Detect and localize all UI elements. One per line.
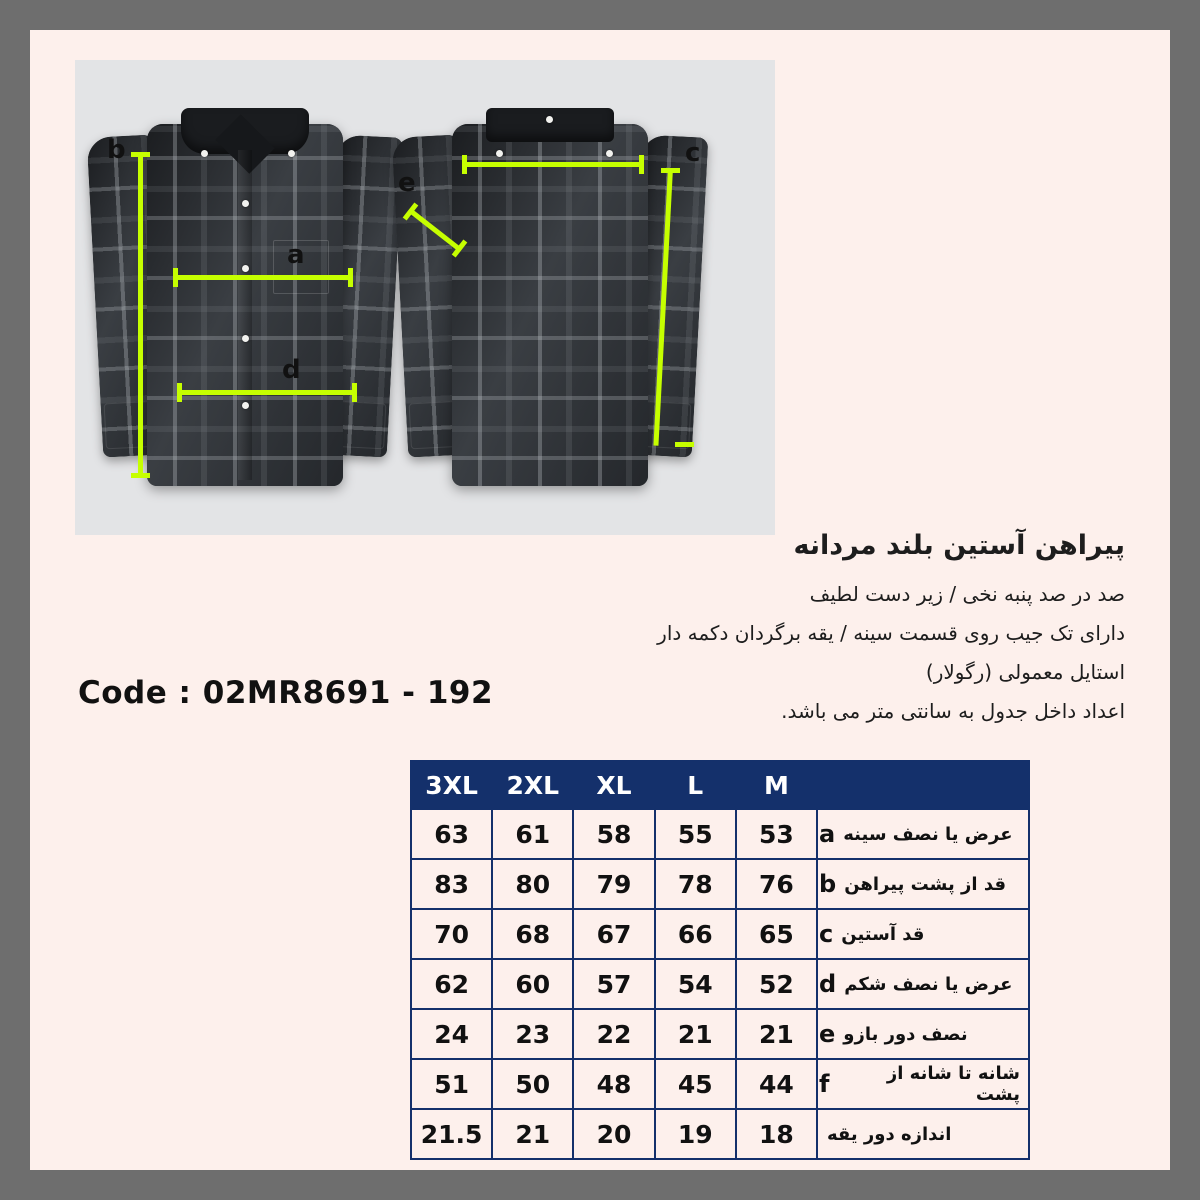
marker-d-label: d xyxy=(282,355,301,385)
size-chart-header-row xyxy=(411,761,1029,809)
cell-d-xl: 57 xyxy=(573,959,654,1009)
cell-e-3xl: 24 xyxy=(411,1009,492,1059)
marker-b-label: b xyxy=(107,135,126,165)
cell-d-3xl: 62 xyxy=(411,959,492,1009)
row-key-e: e xyxy=(819,1020,836,1048)
row-label-d: عرض یا نصف شکم xyxy=(844,973,1013,995)
cell-collar-xl: 20 xyxy=(573,1109,654,1159)
table-row xyxy=(411,959,1029,1009)
column-header-xl: XL xyxy=(573,761,654,809)
description-line-1: صد در صد پنبه نخی / زیر دست لطیف xyxy=(809,582,1125,606)
cell-b-3xl: 83 xyxy=(411,859,492,909)
row-header-collar xyxy=(817,1109,1029,1159)
cell-f-xl: 48 xyxy=(573,1059,654,1109)
row-header-d xyxy=(817,959,1029,1009)
row-key-f: f xyxy=(819,1070,830,1098)
row-label-b: قد از پشت پیراهن xyxy=(844,873,1007,895)
cell-a-m: 53 xyxy=(736,809,817,859)
marker-d-cap-right xyxy=(352,383,357,402)
column-header-l: L xyxy=(655,761,736,809)
placket-button xyxy=(242,200,249,207)
marker-a-cap-left xyxy=(173,268,178,287)
back-yoke-button xyxy=(606,150,613,157)
row-label-collar: اندازه دور یقه xyxy=(827,1123,952,1145)
table-row xyxy=(411,809,1029,859)
cell-e-xl: 22 xyxy=(573,1009,654,1059)
cell-d-l: 54 xyxy=(655,959,736,1009)
cell-c-m: 65 xyxy=(736,909,817,959)
marker-d-cap-left xyxy=(177,383,182,402)
row-key-b: b xyxy=(819,870,837,898)
back-yoke-button xyxy=(496,150,503,157)
cell-a-2xl: 61 xyxy=(492,809,573,859)
product-description xyxy=(565,530,1125,731)
back-torso xyxy=(452,124,648,486)
column-header-3xl: 3XL xyxy=(411,761,492,809)
cell-c-3xl: 70 xyxy=(411,909,492,959)
row-header-f xyxy=(817,1059,1029,1109)
row-key-a: a xyxy=(819,820,836,848)
table-row xyxy=(411,859,1029,909)
marker-a-label: a xyxy=(287,240,305,270)
cell-collar-m: 18 xyxy=(736,1109,817,1159)
back-collar-button xyxy=(546,116,553,123)
shirt-back-view xyxy=(400,90,700,500)
marker-a-line xyxy=(173,275,353,280)
product-title: پیراهن آستین بلند مردانه xyxy=(793,530,1125,561)
row-header-b xyxy=(817,859,1029,909)
row-key-c: c xyxy=(819,920,834,948)
table-row xyxy=(411,909,1029,959)
cell-collar-l: 19 xyxy=(655,1109,736,1159)
description-line-4: اعداد داخل جدول به سانتی متر می باشد. xyxy=(781,699,1125,723)
row-header-c xyxy=(817,909,1029,959)
marker-f-line xyxy=(462,162,644,167)
cell-f-2xl: 50 xyxy=(492,1059,573,1109)
placket-button xyxy=(242,402,249,409)
placket-button xyxy=(242,265,249,272)
row-label-e: نصف دور بازو xyxy=(843,1023,968,1045)
cell-a-l: 55 xyxy=(655,809,736,859)
description-line-2: دارای تک جیب روی قسمت سینه / یقه برگردان دکمه دار xyxy=(657,621,1125,645)
column-header-measure xyxy=(817,761,1029,809)
marker-b-cap-top xyxy=(131,152,150,157)
cell-c-2xl: 68 xyxy=(492,909,573,959)
cell-f-3xl: 51 xyxy=(411,1059,492,1109)
row-header-a xyxy=(817,809,1029,859)
cell-c-xl: 67 xyxy=(573,909,654,959)
marker-c-cap-top xyxy=(661,168,680,173)
cell-f-m: 44 xyxy=(736,1059,817,1109)
description-line-3: استایل معمولی (رگولار) xyxy=(925,660,1125,684)
marker-d-line xyxy=(177,390,357,395)
placket-button xyxy=(242,335,249,342)
size-chart-head xyxy=(411,761,1029,809)
marker-e-label: e xyxy=(398,168,416,198)
row-key-d: d xyxy=(819,970,837,998)
cell-b-l: 78 xyxy=(655,859,736,909)
table-row xyxy=(411,1009,1029,1059)
product-photo-panel xyxy=(75,60,775,535)
shirt-front-view xyxy=(95,90,395,500)
cell-d-m: 52 xyxy=(736,959,817,1009)
marker-c-cap-bottom xyxy=(675,442,694,447)
cell-collar-2xl: 21 xyxy=(492,1109,573,1159)
cell-e-2xl: 23 xyxy=(492,1009,573,1059)
cell-collar-3xl: 21.5 xyxy=(411,1109,492,1159)
column-header-2xl: 2XL xyxy=(492,761,573,809)
row-label-f: شانه تا شانه از پشت xyxy=(886,1063,1020,1105)
cell-b-m: 76 xyxy=(736,859,817,909)
collar-button xyxy=(288,150,295,157)
cell-c-l: 66 xyxy=(655,909,736,959)
marker-c-label: c xyxy=(685,138,701,168)
cell-e-l: 21 xyxy=(655,1009,736,1059)
marker-f-cap-right xyxy=(639,155,644,174)
back-collar xyxy=(486,108,614,142)
table-row xyxy=(411,1059,1029,1109)
cell-a-3xl: 63 xyxy=(411,809,492,859)
cell-f-l: 45 xyxy=(655,1059,736,1109)
product-code: Code : 02MR8691 - 192 xyxy=(78,675,494,711)
collar-button xyxy=(201,150,208,157)
marker-f-cap-left xyxy=(462,155,467,174)
row-label-c: قد آستین xyxy=(841,923,925,945)
cell-e-m: 21 xyxy=(736,1009,817,1059)
column-header-m: M xyxy=(736,761,817,809)
cell-b-xl: 79 xyxy=(573,859,654,909)
marker-a-cap-right xyxy=(348,268,353,287)
table-row xyxy=(411,1109,1029,1159)
size-chart-table xyxy=(410,760,1030,1160)
cell-a-xl: 58 xyxy=(573,809,654,859)
size-chart-body xyxy=(411,809,1029,1159)
marker-b-line xyxy=(138,152,143,478)
cell-d-2xl: 60 xyxy=(492,959,573,1009)
cell-b-2xl: 80 xyxy=(492,859,573,909)
row-label-a: عرض یا نصف سینه xyxy=(843,823,1013,845)
marker-b-cap-bottom xyxy=(131,473,150,478)
product-info-page xyxy=(30,30,1170,1170)
row-header-e xyxy=(817,1009,1029,1059)
